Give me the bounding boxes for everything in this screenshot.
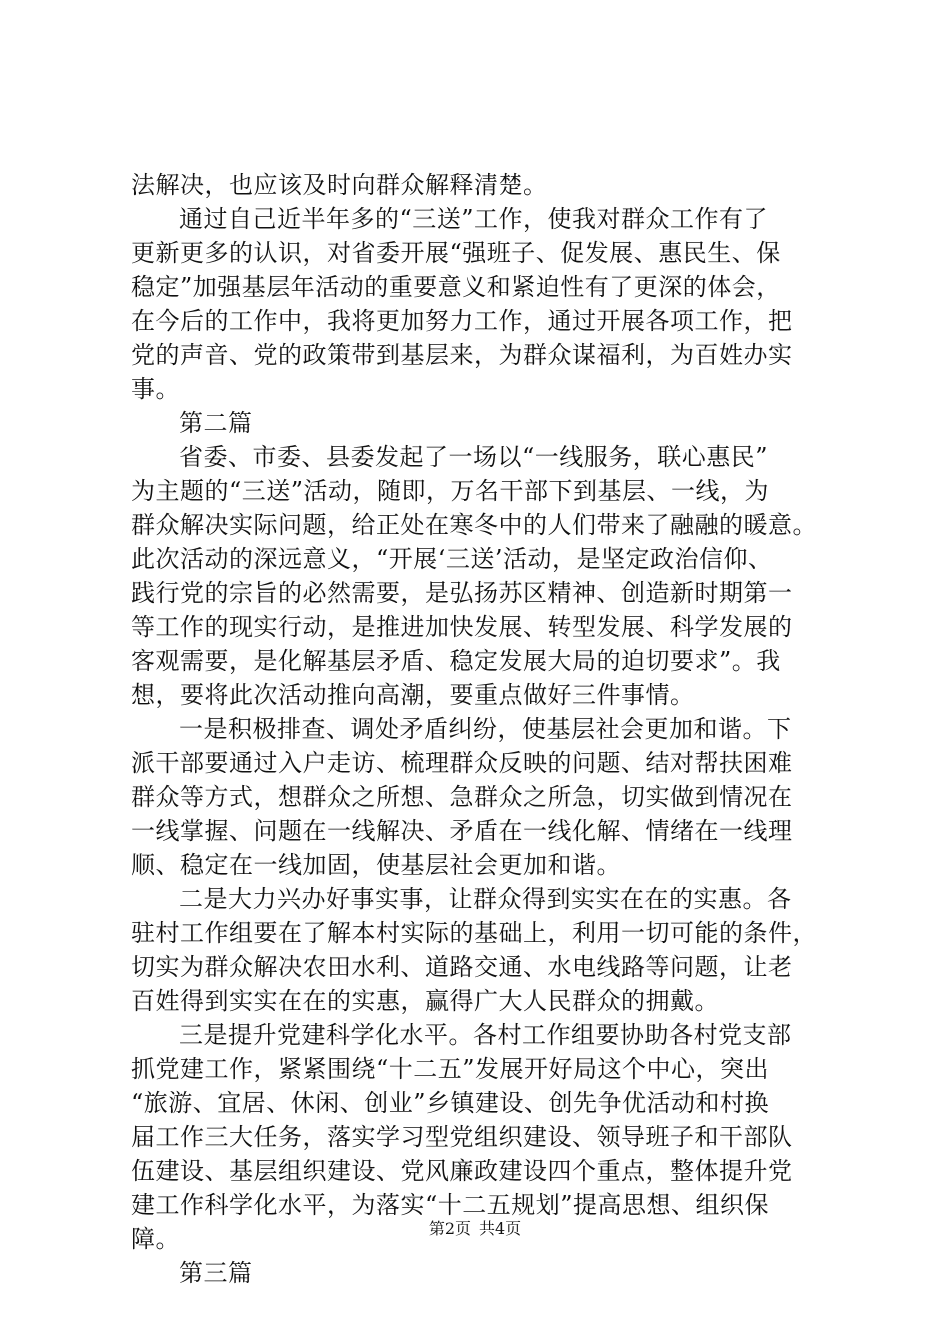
text-line: 为主题的“三送”活动，随即，万名干部下到基层、一线，为 bbox=[131, 477, 770, 505]
text-line: 群众等方式，想群众之所想、急群众之所急，切实做到情况在 bbox=[131, 783, 793, 811]
text-line: 一是积极排查、调处矛盾纠纷，使基层社会更加和谐。下 bbox=[179, 715, 792, 743]
text-line: 一线掌握、问题在一线解决、矛盾在一线化解、情绪在一线理 bbox=[131, 817, 793, 845]
page-total: 共4页 bbox=[479, 1219, 522, 1238]
text-line: 党的声音、党的政策带到基层来，为群众谋福利，为百姓办实 bbox=[131, 341, 793, 369]
text-line: 在今后的工作中，我将更加努力工作，通过开展各项工作，把 bbox=[131, 307, 793, 335]
text-line: 抓党建工作，紧紧围绕“十二五”发展开好局这个中心，突出 bbox=[131, 1055, 770, 1083]
text-line: 省委、市委、县委发起了一场以“一线服务，联心惠民” bbox=[179, 443, 769, 471]
text-line: 二是大力兴办好事实事，让群众得到实实在在的实惠。各 bbox=[179, 885, 792, 913]
text-line: 事。 bbox=[131, 375, 180, 403]
text-line: 切实为群众解决农田水利、道路交通、水电线路等问题，让老 bbox=[131, 953, 793, 981]
text-line: 更新更多的认识，对省委开展“强班子、促发展、惠民生、保 bbox=[131, 239, 781, 267]
text-line: 驻村工作组要在了解本村实际的基础上，利用一切可能的条件， bbox=[131, 919, 817, 947]
text-line: “旅游、宜居、休闲、创业”乡镇建设、创先争优活动和村换 bbox=[131, 1089, 770, 1117]
page-number: 第2页 bbox=[428, 1219, 471, 1238]
text-line: 稳定”加强基层年活动的重要意义和紧迫性有了更深的体会， bbox=[131, 273, 781, 301]
text-line: 通过自己近半年多的“三送”工作，使我对群众工作有了 bbox=[179, 205, 769, 233]
text-line: 践行党的宗旨的必然需要，是弘扬苏区精神、创造新时期第一 bbox=[131, 579, 793, 607]
text-line: 届工作三大任务，落实学习型党组织建设、领导班子和干部队 bbox=[131, 1123, 793, 1151]
text-line: 三是提升党建科学化水平。各村工作组要协助各村党支部 bbox=[179, 1021, 792, 1049]
section-heading: 第三篇 bbox=[179, 1259, 253, 1287]
text-line: 派干部要通过入户走访、梳理群众反映的问题、结对帮扶困难 bbox=[131, 749, 793, 777]
section-heading: 第二篇 bbox=[179, 409, 253, 437]
text-line: 客观需要，是化解基层矛盾、稳定发展大局的迫切要求”。我 bbox=[131, 647, 781, 675]
text-line: 此次活动的深远意义，“开展‘三送’活动，是坚定政治信仰、 bbox=[131, 545, 773, 573]
text-line: 群众解决实际问题，给正处在寒冬中的人们带来了融融的暖意。 bbox=[131, 511, 817, 539]
text-line: 建工作科学化水平，为落实“十二五规划”提高思想、组织保 bbox=[131, 1191, 770, 1219]
text-line: 法解决，也应该及时向群众解释清楚。 bbox=[131, 171, 548, 199]
text-line: 障。 bbox=[131, 1225, 180, 1253]
text-line: 顺、稳定在一线加固，使基层社会更加和谐。 bbox=[131, 851, 621, 879]
document-body bbox=[131, 168, 831, 1290]
text-line: 想，要将此次活动推向高潮，要重点做好三件事情。 bbox=[131, 681, 695, 709]
text-line: 等工作的现实行动，是推进加快发展、转型发展、科学发展的 bbox=[131, 613, 793, 641]
page-footer bbox=[0, 1218, 950, 1240]
text-line: 伍建设、基层组织建设、党风廉政建设四个重点，整体提升党 bbox=[131, 1157, 793, 1185]
text-line: 百姓得到实实在在的实惠，赢得广大人民群众的拥戴。 bbox=[131, 987, 719, 1015]
